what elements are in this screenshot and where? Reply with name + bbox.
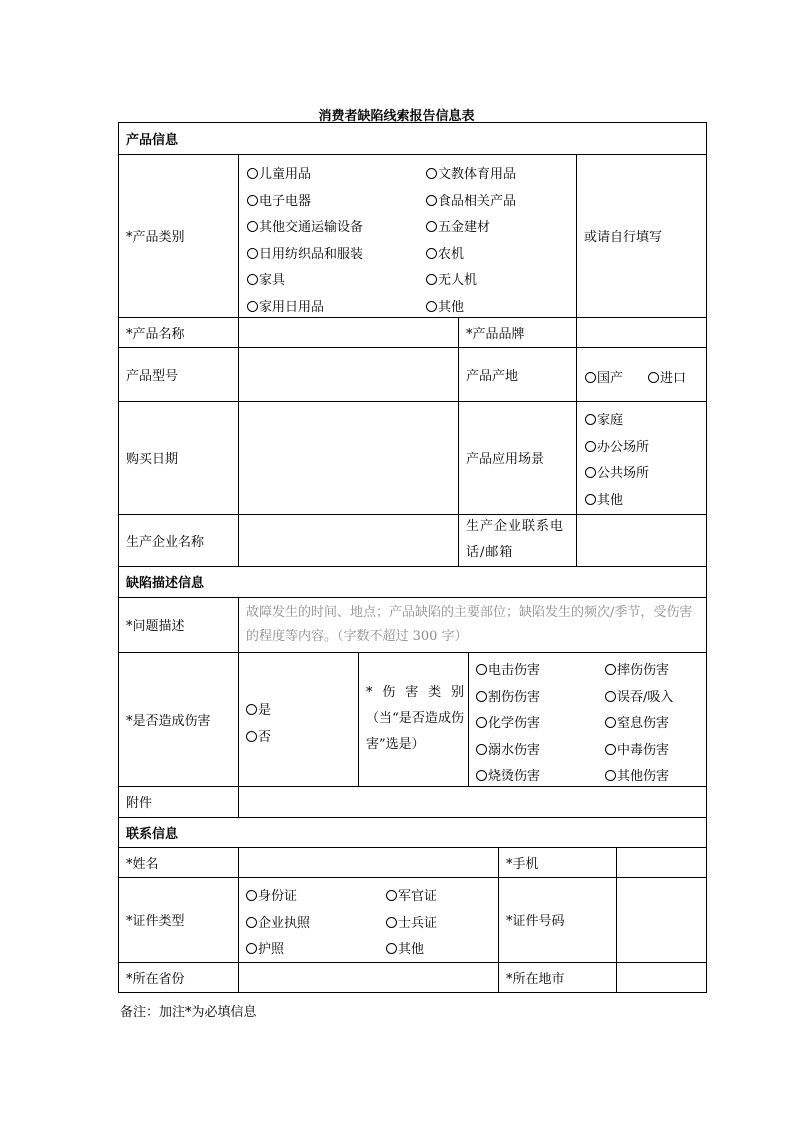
manufacturer-contact-input[interactable] <box>576 514 707 566</box>
radio-circle-icon <box>247 221 258 232</box>
injury-type-option[interactable]: 其他伤害 <box>605 765 669 784</box>
injury-caused-label: *是否造成伤害 <box>126 713 211 729</box>
category-option[interactable]: 农机 <box>426 243 464 262</box>
scene-option[interactable]: 其他 <box>585 489 623 508</box>
attachment-input[interactable] <box>238 786 707 817</box>
radio-circle-icon <box>605 717 616 728</box>
injury-type-option[interactable]: 溺水伤害 <box>476 739 540 758</box>
category-option[interactable]: 其他交通运输设备 <box>247 216 363 235</box>
contact-name-label: *姓名 <box>126 856 159 872</box>
radio-circle-icon <box>386 917 397 928</box>
contact-phone-label: *手机 <box>506 856 539 872</box>
injury-type-option[interactable]: 误吞/吸入 <box>605 686 673 705</box>
radio-circle-icon <box>585 441 596 452</box>
product-category-self-fill[interactable]: 或请自行填写 <box>584 230 663 245</box>
injury-type-option[interactable]: 中毒伤害 <box>605 739 669 758</box>
city-input[interactable] <box>616 962 707 993</box>
problem-description-input[interactable]: 故障发生的时间、地点；产品缺陷的主要部位；缺陷发生的频次/季节，受伤害的程度等内容。（字数不超过 300 字） <box>246 604 693 644</box>
radio-circle-icon <box>386 890 397 901</box>
radio-circle-icon <box>476 770 487 781</box>
injury-type-option[interactable]: 割伤伤害 <box>476 686 540 705</box>
category-option[interactable]: 日用纺织品和服装 <box>247 243 363 262</box>
radio-circle-icon <box>247 195 258 206</box>
category-option[interactable]: 电子电器 <box>247 190 311 209</box>
contact-phone-input[interactable] <box>616 847 707 877</box>
id-type-option[interactable]: 身份证 <box>246 885 297 904</box>
radio-circle-icon <box>605 664 616 675</box>
id-type-option[interactable]: 其他 <box>386 938 424 957</box>
section-product-info: 产品信息 <box>126 132 179 148</box>
injury-type-option[interactable]: 化学伤害 <box>476 712 540 731</box>
radio-circle-icon <box>476 664 487 675</box>
id-number-label: *证件号码 <box>506 914 565 929</box>
injury-option-no[interactable]: 否 <box>246 726 271 745</box>
injury-type-option[interactable]: 摔伤伤害 <box>605 659 669 678</box>
purchase-date-label: 购买日期 <box>126 452 179 467</box>
form-title: 消费者缺陷线索报告信息表 <box>318 109 475 124</box>
radio-circle-icon <box>476 717 487 728</box>
injury-type-option[interactable]: 烧烫伤害 <box>476 765 540 784</box>
radio-circle-icon <box>247 301 258 312</box>
radio-circle-icon <box>426 248 437 259</box>
radio-circle-icon <box>426 221 437 232</box>
contact-name-input[interactable] <box>238 847 498 877</box>
product-origin-label: 产品产地 <box>466 368 519 384</box>
radio-circle-icon <box>246 731 257 742</box>
radio-circle-icon <box>585 414 596 425</box>
purchase-date-input[interactable] <box>238 401 458 514</box>
injury-type-option[interactable]: 窒息伤害 <box>605 712 669 731</box>
scene-option[interactable]: 办公场所 <box>585 436 649 455</box>
radio-circle-icon <box>648 372 659 383</box>
injury-option-yes[interactable]: 是 <box>246 699 271 718</box>
manufacturer-contact-label: 生产企业联系电话/邮箱 <box>466 519 565 560</box>
category-option[interactable]: 文教体育用品 <box>426 163 516 182</box>
province-label: *所在省份 <box>126 972 185 987</box>
radio-circle-icon <box>605 770 616 781</box>
section-contact-info: 联系信息 <box>126 826 179 842</box>
radio-circle-icon <box>246 917 257 928</box>
product-name-input[interactable] <box>238 317 458 347</box>
product-model-label: 产品型号 <box>126 368 179 384</box>
city-label: *所在地市 <box>506 972 565 987</box>
radio-circle-icon <box>426 168 437 179</box>
footnote: 备注：加注*为必填信息 <box>120 1005 257 1020</box>
radio-circle-icon <box>426 274 437 285</box>
radio-circle-icon <box>605 744 616 755</box>
id-type-label: *证件类型 <box>126 914 185 929</box>
product-brand-input[interactable] <box>576 317 707 347</box>
radio-circle-icon <box>476 744 487 755</box>
manufacturer-name-input[interactable] <box>238 514 458 566</box>
category-option[interactable]: 儿童用品 <box>247 163 311 182</box>
origin-option-import[interactable]: 进口 <box>648 367 686 386</box>
section-defect-info: 缺陷描述信息 <box>126 576 205 591</box>
radio-circle-icon <box>246 704 257 715</box>
id-type-option[interactable]: 护照 <box>246 938 284 957</box>
product-brand-label: *产品品牌 <box>466 326 525 342</box>
category-option[interactable]: 家用日用品 <box>247 296 324 315</box>
category-option[interactable]: 五金建材 <box>426 216 490 235</box>
radio-circle-icon <box>386 943 397 954</box>
radio-circle-icon <box>426 195 437 206</box>
radio-circle-icon <box>246 890 257 901</box>
radio-circle-icon <box>585 372 596 383</box>
product-name-label: *产品名称 <box>126 326 185 342</box>
id-type-option[interactable]: 军官证 <box>386 885 437 904</box>
scene-option[interactable]: 公共场所 <box>585 462 649 481</box>
radio-circle-icon <box>247 248 258 259</box>
scene-option[interactable]: 家庭 <box>585 409 623 428</box>
radio-circle-icon <box>585 467 596 478</box>
province-input[interactable] <box>238 962 498 993</box>
product-scene-label: 产品应用场景 <box>466 452 545 467</box>
category-option[interactable]: 其他 <box>426 296 464 315</box>
origin-option-domestic[interactable]: 国产 <box>585 367 623 386</box>
radio-circle-icon <box>476 691 487 702</box>
radio-circle-icon <box>247 274 258 285</box>
radio-circle-icon <box>585 494 596 505</box>
manufacturer-name-label: 生产企业名称 <box>126 534 205 550</box>
injury-type-option[interactable]: 电击伤害 <box>476 659 540 678</box>
product-model-input[interactable] <box>238 347 458 401</box>
radio-circle-icon <box>605 691 616 702</box>
radio-circle-icon <box>246 943 257 954</box>
injury-type-label: *伤害类别（当“是否造成伤害”选是） <box>366 685 464 752</box>
radio-circle-icon <box>247 168 258 179</box>
radio-circle-icon <box>426 301 437 312</box>
product-category-label: *产品类别 <box>126 230 185 245</box>
id-type-option[interactable]: 企业执照 <box>246 912 310 931</box>
problem-description-label: *问题描述 <box>126 619 185 634</box>
category-option[interactable]: 无人机 <box>426 269 477 288</box>
id-type-option[interactable]: 士兵证 <box>386 912 437 931</box>
attachment-label: 附件 <box>126 796 153 811</box>
category-option[interactable]: 家具 <box>247 269 285 288</box>
id-number-input[interactable] <box>616 877 707 962</box>
category-option[interactable]: 食品相关产品 <box>426 190 516 209</box>
